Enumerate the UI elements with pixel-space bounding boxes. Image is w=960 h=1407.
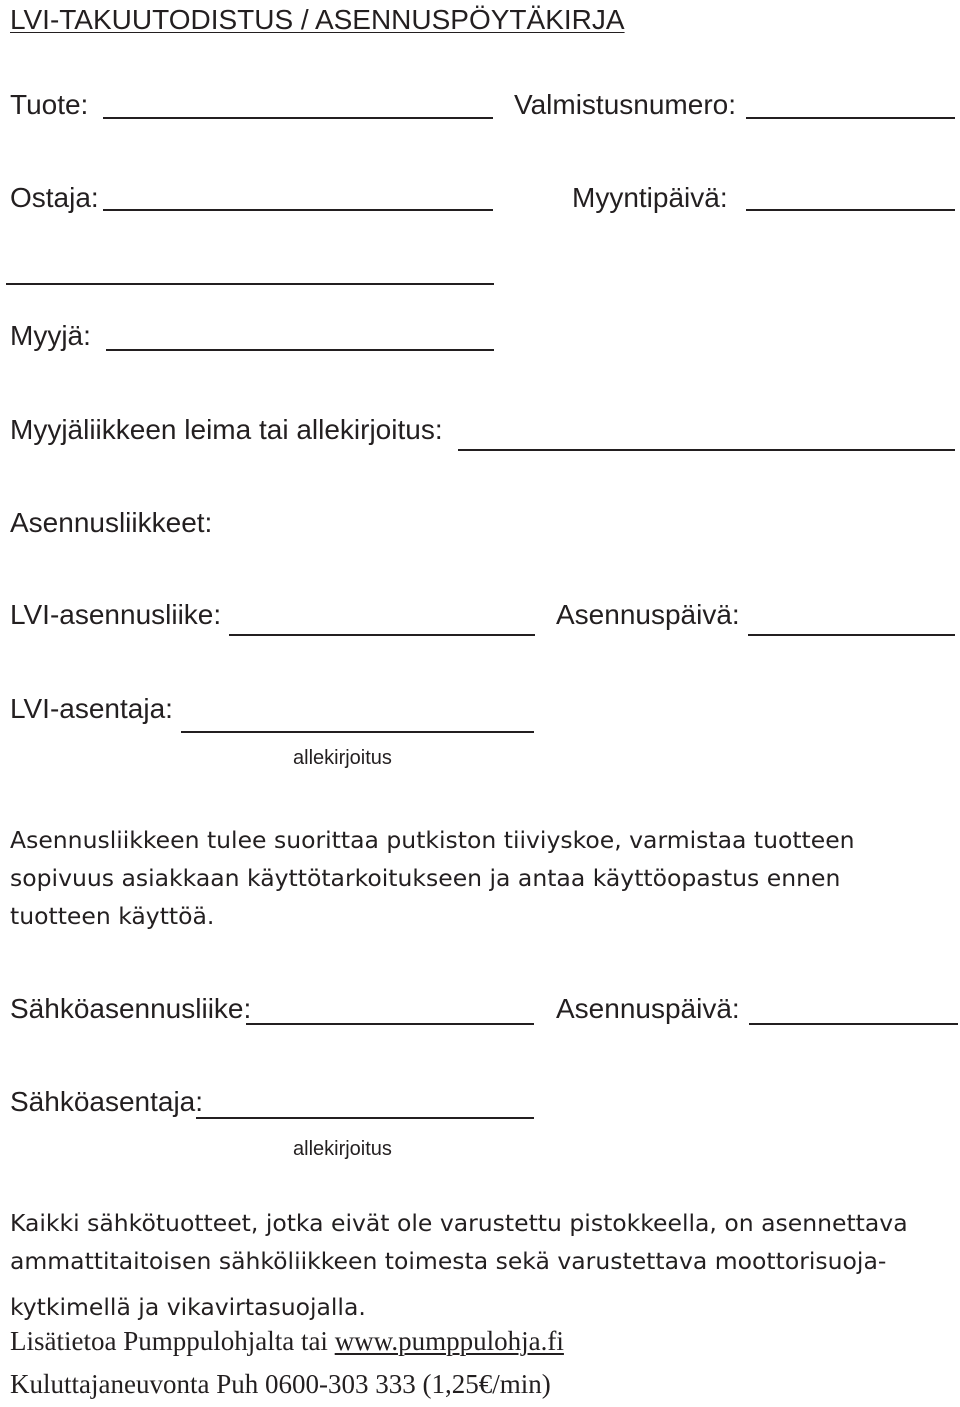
electrical-date-field-line[interactable] xyxy=(749,1023,958,1025)
buyer-label: Ostaja: xyxy=(10,182,99,213)
serial-number-label: Valmistusnumero: xyxy=(514,89,737,120)
electrical-signature-caption: allekirjoitus xyxy=(293,1138,392,1160)
document-title: LVI-TAKUUTODISTUS / ASENNUSPÖYTÄKIRJA xyxy=(10,4,625,35)
serial-number-field-line[interactable] xyxy=(746,117,955,119)
electrical-note-line: ammattitaitoisen sähköliikkeen toimesta sekä varustettava moottorisuoja- xyxy=(10,1247,887,1275)
sale-date-label: Myyntipäivä: xyxy=(572,182,728,213)
electrical-note-line: Kaikki sähkötuotteet, jotka eivät ole varustettu pistokkeella, on asennettava xyxy=(10,1209,908,1237)
product-field-line[interactable] xyxy=(103,117,493,119)
electrical-company-field-line[interactable] xyxy=(246,1023,534,1025)
info-line xyxy=(10,1323,564,1359)
electrical-company-label: Sähköasennusliike: xyxy=(10,993,252,1024)
plumbing-date-field-line[interactable] xyxy=(748,634,955,636)
plumbing-signature-caption: allekirjoitus xyxy=(293,747,392,769)
plumbing-note-line: sopivuus asiakkaan käyttötarkoitukseen ja antaa käyttöopastus ennen xyxy=(10,864,841,892)
electrical-installer-label: Sähköasentaja: xyxy=(10,1086,204,1117)
sale-date-field-line[interactable] xyxy=(746,209,955,211)
electrical-note-line: kytkimellä ja vikavirtasuojalla. xyxy=(10,1293,366,1321)
installers-heading: Asennusliikkeet: xyxy=(10,507,213,538)
electrical-installer-signature-line[interactable] xyxy=(196,1117,534,1119)
buyer-field-line[interactable] xyxy=(103,209,493,211)
plumbing-note xyxy=(10,821,910,935)
plumbing-note-line: Asennusliikkeen tulee suorittaa putkiston tiiviyskoe, varmistaa tuotteen xyxy=(10,826,855,854)
info-prefix: Lisätietoa Pumppulohjalta tai xyxy=(10,1326,335,1356)
website-link[interactable]: www.pumppulohja.fi xyxy=(334,1326,564,1356)
plumbing-company-label: LVI-asennusliike: xyxy=(10,599,222,630)
seller-stamp-field-line[interactable] xyxy=(458,449,955,451)
electrical-date-label: Asennuspäivä: xyxy=(556,993,740,1024)
product-label: Tuote: xyxy=(10,89,89,120)
plumbing-company-field-line[interactable] xyxy=(229,634,535,636)
plumbing-installer-label: LVI-asentaja: xyxy=(10,693,173,724)
buyer-address-line[interactable] xyxy=(6,283,494,285)
plumbing-note-line: tuotteen käyttöä. xyxy=(10,902,215,930)
electrical-note xyxy=(10,1204,910,1326)
seller-label: Myyjä: xyxy=(10,320,91,351)
seller-stamp-label: Myyjäliikkeen leima tai allekirjoitus: xyxy=(10,414,443,445)
consumer-advice-line: Kuluttajaneuvonta Puh 0600-303 333 (1,25€/min) xyxy=(10,1369,551,1399)
plumbing-date-label: Asennuspäivä: xyxy=(556,599,740,630)
plumbing-installer-signature-line[interactable] xyxy=(181,731,534,733)
seller-field-line[interactable] xyxy=(106,349,494,351)
